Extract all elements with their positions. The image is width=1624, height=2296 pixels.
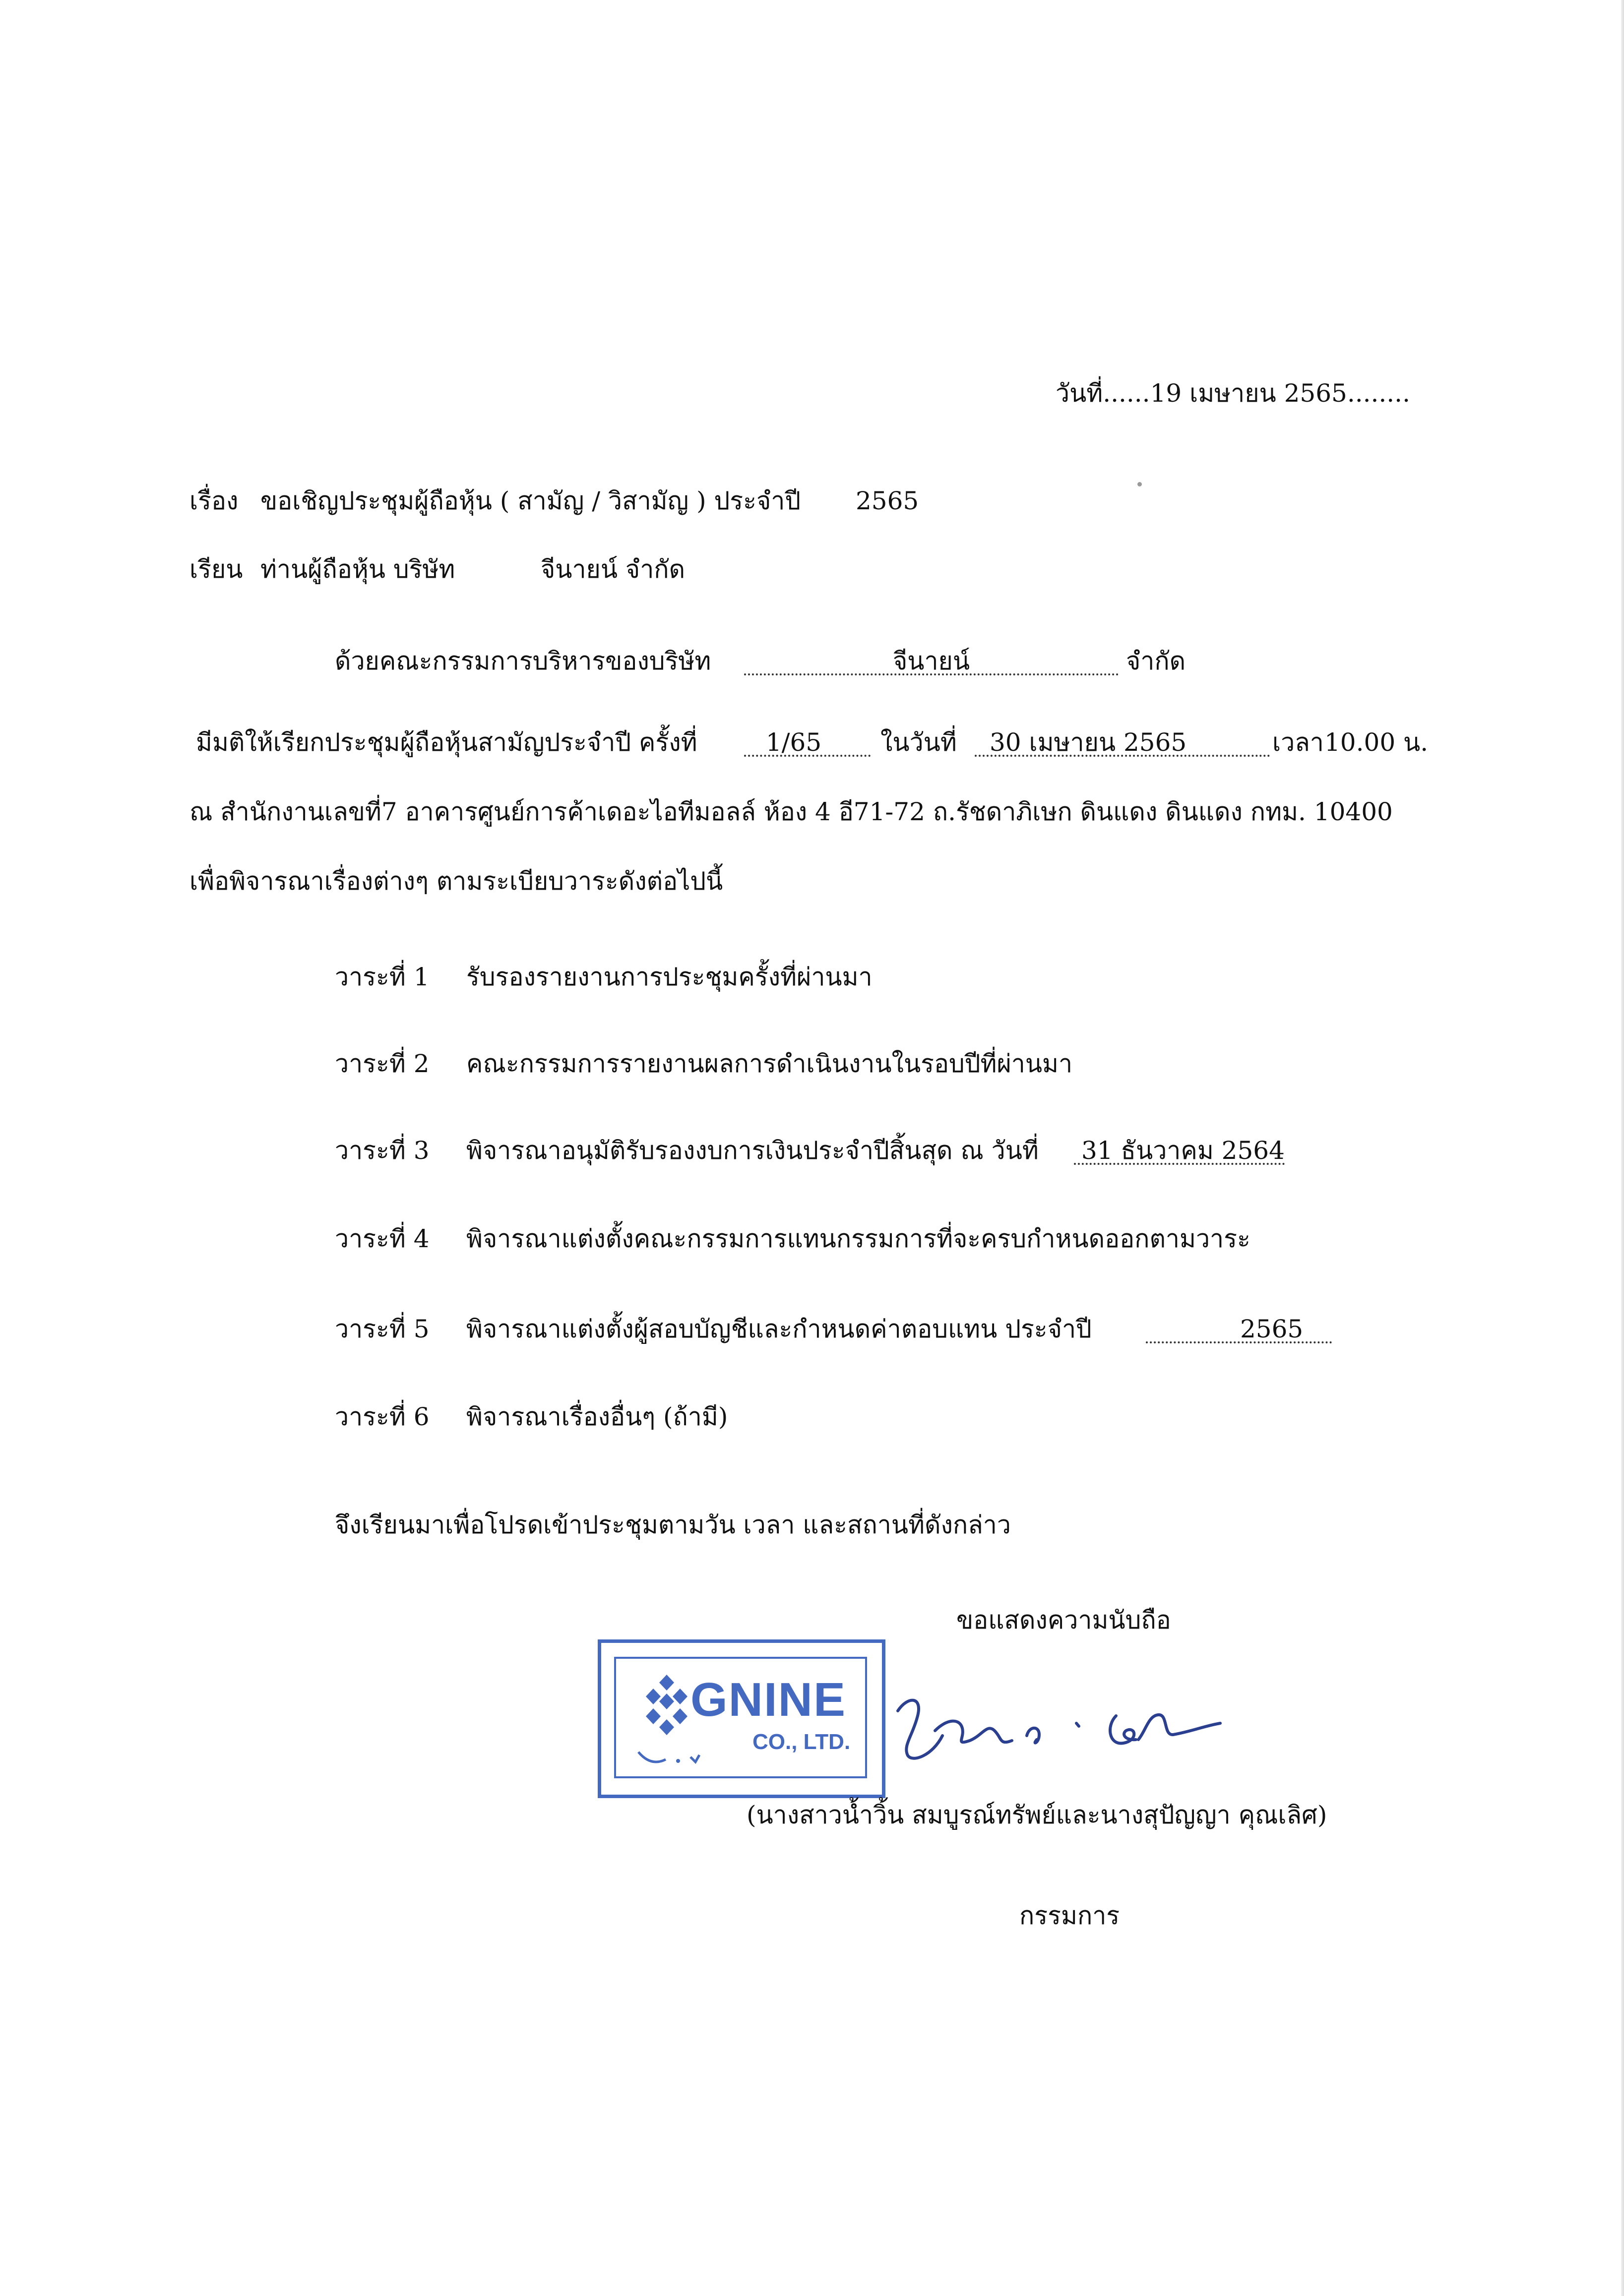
recipient-text: ท่านผู้ถือหุ้น บริษัท bbox=[260, 555, 455, 584]
company-stamp bbox=[598, 1639, 885, 1798]
agenda-3-label: วาระที่ 3 bbox=[335, 1136, 430, 1165]
signatory-position: กรรมการ bbox=[1019, 1901, 1120, 1930]
agenda-6-label: วาระที่ 6 bbox=[335, 1402, 430, 1431]
agenda-2-label: วาระที่ 2 bbox=[335, 1049, 430, 1078]
purpose: เพื่อพิจารณาเรื่องต่างๆ ตามระเบียบวาระดังต่อไปนี้ bbox=[189, 867, 723, 896]
stamp-company-name: GNINE bbox=[690, 1673, 847, 1726]
agenda-5-fill-dots bbox=[1146, 1341, 1332, 1343]
company-name: จีนายน์ bbox=[892, 647, 970, 675]
agenda-4-text: พิจารณาแต่งตั้งคณะกรรมการแทนกรรมการที่จะครบกำหนดออกตามวาระ bbox=[466, 1224, 1250, 1253]
closing-regards: ขอแสดงความนับถือ bbox=[956, 1606, 1171, 1634]
recipient-company: จีนายน์ จำกัด bbox=[541, 555, 686, 584]
agenda-4-label: วาระที่ 4 bbox=[335, 1224, 430, 1253]
page-edge bbox=[1621, 0, 1624, 2296]
agenda-5-label: วาระที่ 5 bbox=[335, 1315, 430, 1343]
agenda-2-text: คณะกรรมการรายงานผลการดำเนินงานในรอบปีที่ผ่านมา bbox=[466, 1049, 1073, 1078]
stamp-company-suffix: CO., LTD. bbox=[752, 1730, 851, 1754]
date-trailing-dots: ........ bbox=[1347, 379, 1410, 408]
body-resolution: มีมติให้เรียกประชุมผู้ถือหุ้นสามัญประจำปี ครั้งที่ bbox=[196, 728, 697, 757]
agenda-3-text: พิจารณาอนุมัติรับรองงบการเงินประจำปีสิ้นสุด ณ วันที่ bbox=[466, 1136, 1039, 1165]
meeting-no: 1/65 bbox=[765, 728, 822, 757]
subject-text: ขอเชิญประชุมผู้ถือหุ้น ( สามัญ / วิสามัญ ) ประจำปี bbox=[260, 486, 801, 515]
date-value: 19 เมษายน 2565 bbox=[1150, 379, 1347, 408]
stamp-flourish bbox=[636, 1742, 735, 1772]
venue: ณ สำนักงานเลขที่7 อาคารศูนย์การค้าเดอะไอทีมอลล์ ห้อง 4 อี71-72 ถ.รัชดาภิเษก ดินแดง ดินแดง กทม. 10400 bbox=[189, 797, 1393, 826]
handwritten-signature bbox=[888, 1676, 1235, 1775]
stamp-logo-icon bbox=[643, 1674, 690, 1738]
date-leading-dots: ...... bbox=[1103, 379, 1150, 408]
agenda-1-text: รับรองรายงานการประชุมครั้งที่ผ่านมา bbox=[466, 963, 873, 991]
closing-invitation: จึงเรียนมาเพื่อโปรดเข้าประชุมตามวัน เวลา และสถานที่ดังกล่าว bbox=[335, 1511, 1011, 1539]
agenda-6-text: พิจารณาเรื่องอื่นๆ (ถ้ามี) bbox=[466, 1402, 728, 1431]
recipient-label: เรียน bbox=[189, 555, 243, 584]
agenda-5-fill: 2565 bbox=[1240, 1315, 1304, 1343]
meeting-date: 30 เมษายน 2565 bbox=[990, 728, 1187, 757]
subject-year: 2565 bbox=[856, 486, 919, 515]
agenda-5-text: พิจารณาแต่งตั้งผู้สอบบัญชีและกำหนดค่าตอบแทน ประจำปี bbox=[466, 1315, 1092, 1343]
date-label: วันที่ bbox=[1056, 379, 1103, 408]
agenda-3-fill: 31 ธันวาคม 2564 bbox=[1081, 1136, 1285, 1165]
date-line bbox=[1056, 376, 1410, 411]
signatory-name: (นางสาวน้ำวิ้น สมบูรณ์ทรัพย์และนางสุปัญญา คุณเลิศ) bbox=[747, 1801, 1327, 1829]
scan-speck bbox=[1137, 482, 1142, 486]
on-date-label: ในวันที่ bbox=[880, 728, 957, 757]
meeting-time: 10.00 น. bbox=[1324, 728, 1429, 757]
company-suffix: จำกัด bbox=[1126, 647, 1186, 675]
agenda-1-label: วาระที่ 1 bbox=[335, 963, 430, 991]
time-label: เวลา bbox=[1272, 728, 1324, 757]
subject-label: เรื่อง bbox=[189, 486, 239, 515]
body-intro: ด้วยคณะกรรมการบริหารของบริษัท bbox=[335, 647, 711, 675]
